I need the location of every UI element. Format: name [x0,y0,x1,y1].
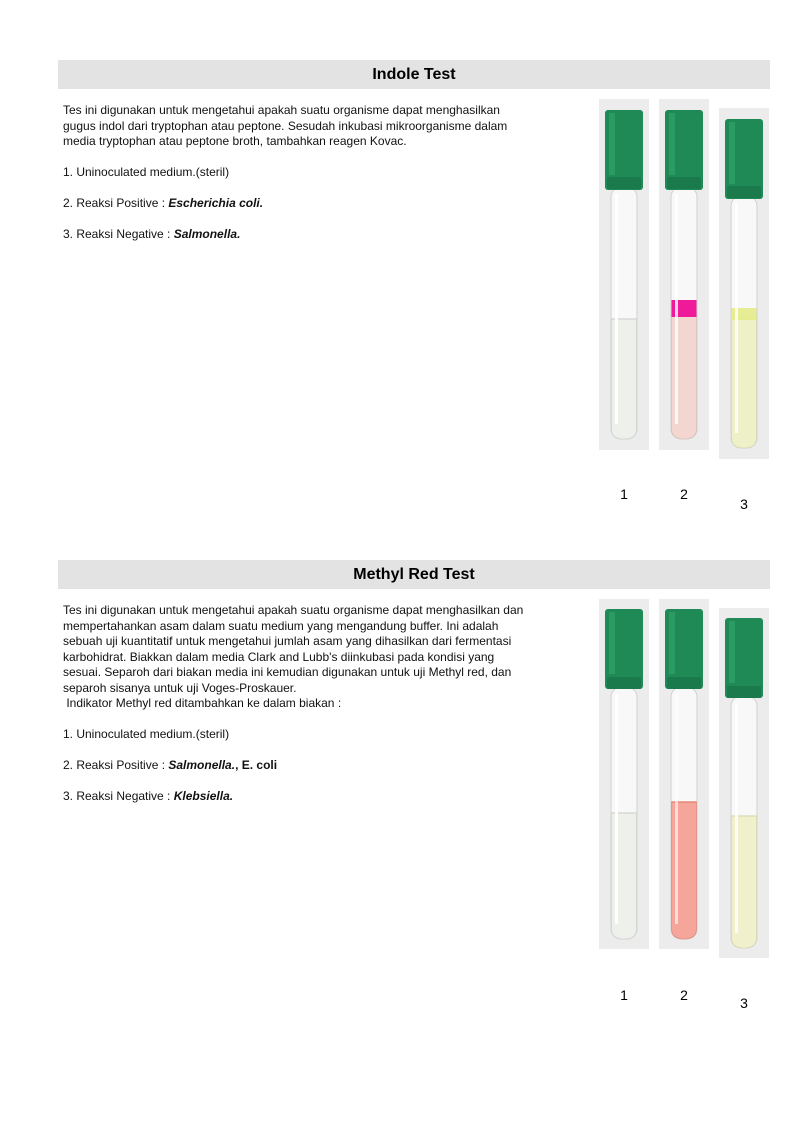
methyl-red-title: Methyl Red Test [353,565,475,583]
methyl-red-tube-photo-1 [599,599,649,949]
indole-tube-label-2: 2 [680,486,688,502]
methyl-red-intro-line: Tes ini digunakan untuk mengetahui apakah suatu organisme dapat menghasilkan dan [63,603,524,617]
methyl-red-intro-line: karbohidrat. Biakkan dalam media Clark and Lubb's diinkubasi pada kondisi yang [63,649,495,664]
methyl-red-item-uninoculated: 1. Uninoculated medium.(steril) [63,727,230,741]
methyl-red-intro-line: Indikator Methyl red ditambahkan ke dalam biakan : [63,696,342,710]
methyl-red-tube-label-3: 3 [740,995,748,1011]
indole-positive-label: 2. Reaksi Positive : [63,196,169,210]
indole-tube-photo-1 [599,99,649,450]
methyl-red-intro-line: mempertahankan asam dalam suatu medium yang mengandung buffer. Ini adalah [63,618,499,633]
methyl-red-tube-photo-3 [719,608,769,958]
methyl-red-tube-photo-2 [659,599,709,949]
methyl-red-tube-label-1: 1 [620,987,628,1003]
methyl-red-description [63,603,583,805]
methyl-red-intro-line: sesuai. Separoh dari biakan media ini kemudian digunakan untuk uji Methyl red, dan [63,665,512,679]
methyl-red-negative-organism: Klebsiella. [173,789,234,803]
indole-intro-line: Tes ini digunakan untuk mengetahui apakah suatu organisme dapat menghasilkan [63,103,500,117]
methyl-red-section-header [58,560,770,589]
indole-tube-photo-3 [719,108,769,459]
methyl-red-negative-label: 3. Reaksi Negative : [63,789,174,803]
indole-tube-label-3: 3 [740,496,748,512]
methyl-red-positive-organism-extra: , E. coli [235,758,278,772]
indole-negative-organism: Salmonella. [173,227,241,241]
indole-section-header [58,60,770,89]
indole-intro-line: media tryptophan atau peptone broth, tambahkan reagen Kovac. [63,134,407,148]
methyl-red-intro-line: sebuah uji kuantitatif untuk mengetahui jumlah asam yang dihasilkan dari fermentasi [63,634,512,648]
indole-tube-label-1: 1 [620,486,628,502]
indole-intro-line: gugus indol dari tryptophan atau peptone. Sesudah inkubasi mikroorganisme dalam [63,118,508,133]
indole-item-positive [63,196,583,212]
methyl-red-positive-organism: Salmonella. [168,758,236,772]
indole-negative-label: 3. Reaksi Negative : [63,227,174,241]
methyl-red-item-positive [63,758,583,774]
indole-title: Indole Test [372,65,456,83]
indole-item-negative [63,227,583,243]
indole-description [63,103,583,243]
methyl-red-intro-line: separoh sisanya untuk uji Voges-Proskauer. [63,680,297,695]
indole-item-uninoculated: 1. Uninoculated medium.(steril) [63,165,230,179]
methyl-red-positive-label: 2. Reaksi Positive : [63,758,169,772]
indole-positive-organism: Escherichia coli. [168,196,264,210]
methyl-red-item-negative [63,789,583,805]
methyl-red-tube-label-2: 2 [680,987,688,1003]
indole-tube-photo-2 [659,99,709,450]
